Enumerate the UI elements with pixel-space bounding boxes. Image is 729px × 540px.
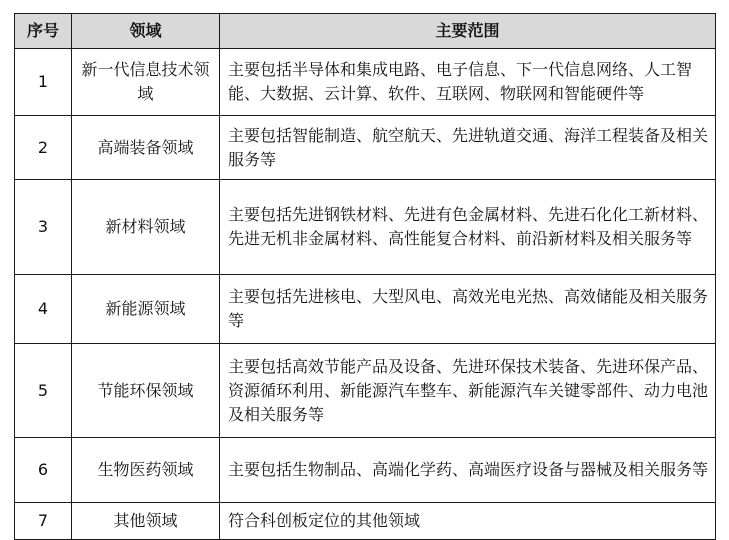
table-row [15, 438, 716, 503]
row-field: 节能环保领域 [72, 344, 220, 438]
table-row [15, 180, 716, 275]
row-index: 4 [15, 275, 72, 344]
row-index: 2 [15, 116, 72, 180]
row-index: 6 [15, 438, 72, 503]
table-row [15, 503, 716, 540]
table-header [15, 14, 716, 49]
row-index: 1 [15, 49, 72, 116]
header-row [15, 14, 716, 49]
row-field: 高端装备领域 [72, 116, 220, 180]
row-scope: 主要包括高效节能产品及设备、先进环保技术装备、先进环保产品、资源循环利用、新能源汽车整车、新能源汽车关键零部件、动力电池及相关服务等 [220, 344, 716, 438]
row-scope: 主要包括半导体和集成电路、电子信息、下一代信息网络、人工智能、大数据、云计算、软件、互联网、物联网和智能硬件等 [220, 49, 716, 116]
row-index: 7 [15, 503, 72, 540]
header-scope: 主要范围 [220, 14, 716, 49]
row-field: 新一代信息技术领域 [72, 49, 220, 116]
row-scope: 符合科创板定位的其他领域 [220, 503, 716, 540]
table-row [15, 275, 716, 344]
row-field: 新能源领域 [72, 275, 220, 344]
row-scope: 主要包括先进钢铁材料、先进有色金属材料、先进石化化工新材料、先进无机非金属材料、高性能复合材料、前沿新材料及相关服务等 [220, 180, 716, 275]
row-field: 新材料领域 [72, 180, 220, 275]
row-field: 生物医药领域 [72, 438, 220, 503]
row-index: 5 [15, 344, 72, 438]
table-row [15, 116, 716, 180]
table-body [15, 49, 716, 540]
row-scope: 主要包括生物制品、高端化学药、高端医疗设备与器械及相关服务等 [220, 438, 716, 503]
row-scope: 主要包括先进核电、大型风电、高效光电光热、高效储能及相关服务等 [220, 275, 716, 344]
header-field: 领域 [72, 14, 220, 49]
field-scope-table [14, 13, 716, 540]
row-field: 其他领域 [72, 503, 220, 540]
header-index: 序号 [15, 14, 72, 49]
row-index: 3 [15, 180, 72, 275]
table-row [15, 344, 716, 438]
table-row [15, 49, 716, 116]
field-scope-table-container [14, 13, 715, 540]
row-scope: 主要包括智能制造、航空航天、先进轨道交通、海洋工程装备及相关服务等 [220, 116, 716, 180]
